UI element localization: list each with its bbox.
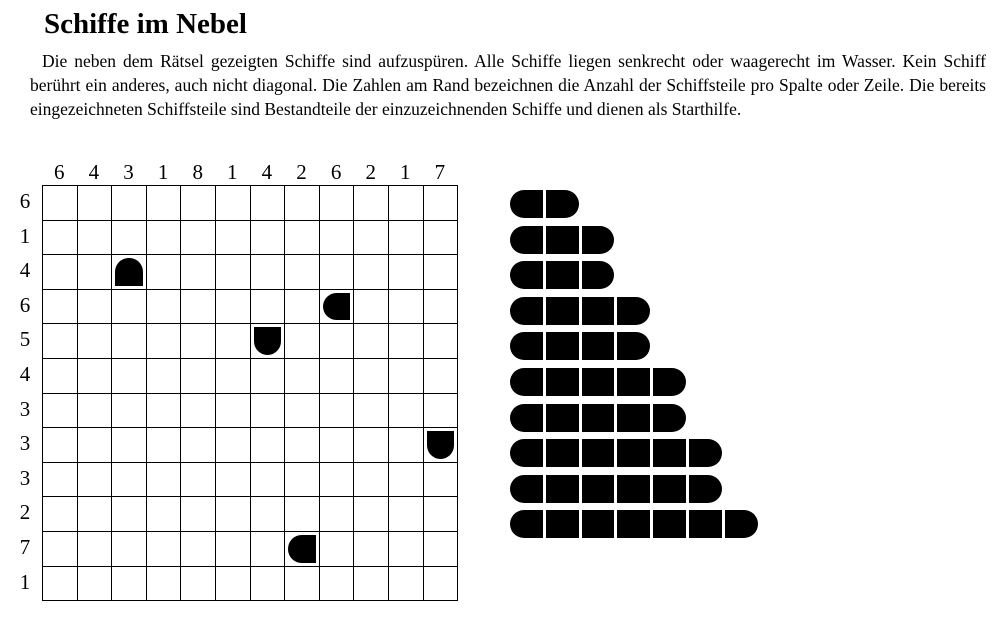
grid-cell[interactable]: [250, 427, 286, 463]
grid-cell[interactable]: [180, 462, 216, 498]
grid-cell[interactable]: [319, 393, 355, 429]
grid-cell[interactable]: [284, 427, 320, 463]
grid-cell[interactable]: [319, 185, 355, 221]
grid-cell[interactable]: [353, 323, 389, 359]
row-clue: 6: [19, 189, 31, 213]
column-clue: 1: [400, 160, 411, 184]
grid-cell[interactable]: [77, 323, 113, 359]
grid-cell[interactable]: [284, 185, 320, 221]
row-clue: 3: [19, 396, 31, 421]
grid-cell[interactable]: [353, 531, 389, 567]
grid-cell[interactable]: [215, 358, 251, 394]
grid-cell[interactable]: [42, 496, 78, 532]
fleet-ship-segment: [689, 439, 722, 467]
grid-cell[interactable]: [388, 289, 424, 325]
grid-cell[interactable]: [111, 323, 147, 359]
grid-cell[interactable]: [423, 323, 459, 359]
grid-cell[interactable]: [423, 185, 459, 221]
row-clue: 7: [19, 535, 31, 559]
grid-cell[interactable]: [77, 393, 113, 429]
grid-cell[interactable]: [353, 185, 389, 221]
fleet-ship-segment: [582, 439, 615, 467]
grid-cell[interactable]: [388, 358, 424, 394]
column-clue: 1: [227, 160, 238, 184]
grid-cell[interactable]: [353, 427, 389, 463]
fleet-ship-segment: [510, 510, 543, 538]
grid-cell[interactable]: [146, 358, 182, 394]
fleet-ship-segment: [689, 475, 722, 503]
column-clue: 6: [54, 160, 65, 184]
grid-cell[interactable]: [77, 185, 113, 221]
grid-cell[interactable]: [215, 254, 251, 290]
grid-cell[interactable]: [77, 531, 113, 567]
grid-cell[interactable]: [250, 462, 286, 498]
grid-cell[interactable]: [180, 427, 216, 463]
column-clue: 8: [192, 160, 203, 184]
grid-cell[interactable]: [77, 566, 113, 602]
fleet-ship-segment: [617, 368, 650, 396]
row-clue: 1: [19, 223, 31, 248]
row-clue: 3: [19, 431, 31, 456]
column-clue: 3: [123, 160, 134, 184]
grid-cell[interactable]: [42, 358, 78, 394]
grid-cell[interactable]: [284, 462, 320, 498]
grid-cell[interactable]: [180, 358, 216, 394]
fleet-ship-segment: [725, 510, 758, 538]
grid-cell[interactable]: [388, 531, 424, 567]
grid-cell[interactable]: [250, 185, 286, 221]
grid-cell[interactable]: [180, 220, 216, 256]
fleet-ship-segment: [546, 404, 579, 432]
fleet-ship-segment: [546, 510, 579, 538]
puzzle-instructions: Die neben dem Rätsel gezeigten Schiffe sind aufzuspüren. Alle Schiffe liegen senkrecht oder waagerecht im Wasser. Kein Schiff berührt ein anderes, auch nicht diagonal. Die Zahlen am Rand bezeichnen die Anzahl der Schiffsteile pro Spalte oder Zeile. Die bereits eingezeichneten Schiffsteile sind Bestandteile der einzuzeichnenden Schiffe und dienen als Starthilfe.: [30, 51, 986, 119]
fleet-ship-segment: [582, 261, 615, 289]
grid-cell[interactable]: [423, 531, 459, 567]
grid-cell[interactable]: [284, 220, 320, 256]
grid-cell[interactable]: [111, 566, 147, 602]
fleet-ship-segment: [617, 510, 650, 538]
grid-cell[interactable]: [77, 462, 113, 498]
grid-cell[interactable]: [215, 427, 251, 463]
grid-cell[interactable]: [77, 254, 113, 290]
grid-cell[interactable]: [284, 566, 320, 602]
grid-cell[interactable]: [319, 323, 355, 359]
grid-cell[interactable]: [250, 254, 286, 290]
grid-cell[interactable]: [180, 323, 216, 359]
grid-cell[interactable]: [146, 220, 182, 256]
grid-cell[interactable]: [215, 185, 251, 221]
grid-cell[interactable]: [353, 393, 389, 429]
column-clue: 7: [434, 160, 446, 184]
grid-cell[interactable]: [423, 220, 459, 256]
grid-cell[interactable]: [42, 531, 78, 567]
column-clue: 6: [330, 160, 342, 184]
grid-cell[interactable]: [353, 566, 389, 602]
fleet-ship-segment: [510, 332, 543, 360]
puzzle-title: Schiffe im Nebel: [44, 8, 247, 40]
grid-cell[interactable]: [319, 220, 355, 256]
given-ship-piece: [427, 431, 455, 459]
given-ship-piece: [254, 327, 282, 355]
grid-cell[interactable]: [42, 427, 78, 463]
grid-cell[interactable]: [111, 531, 147, 567]
grid-cell[interactable]: [319, 462, 355, 498]
grid-cell[interactable]: [250, 220, 286, 256]
grid-cell[interactable]: [353, 254, 389, 290]
grid-cell[interactable]: [388, 496, 424, 532]
grid-cell[interactable]: [353, 289, 389, 325]
fleet-ship-segment: [510, 368, 543, 396]
fleet-ship-segment: [510, 297, 543, 325]
grid-cell[interactable]: [180, 185, 216, 221]
grid-cell[interactable]: [42, 254, 78, 290]
grid-cell[interactable]: [388, 254, 424, 290]
grid-cell[interactable]: [353, 496, 389, 532]
grid-cell[interactable]: [284, 393, 320, 429]
grid-cell[interactable]: [111, 496, 147, 532]
fleet-ship-segment: [617, 297, 650, 325]
column-clue: 4: [261, 160, 273, 184]
grid-cell[interactable]: [319, 427, 355, 463]
grid-cell[interactable]: [423, 254, 459, 290]
grid-cell[interactable]: [423, 393, 459, 429]
fleet-ship-segment: [510, 439, 543, 467]
grid-cell[interactable]: [42, 462, 78, 498]
fleet-ship-segment: [546, 439, 579, 467]
fleet-ship-segment: [653, 439, 686, 467]
grid-cell[interactable]: [215, 531, 251, 567]
grid-cell[interactable]: [180, 566, 216, 602]
fleet-ship-segment: [510, 404, 543, 432]
fleet-ship-segment: [617, 439, 650, 467]
grid-cell[interactable]: [146, 462, 182, 498]
grid-cell[interactable]: [319, 358, 355, 394]
grid-cell[interactable]: [42, 393, 78, 429]
grid-cell[interactable]: [353, 358, 389, 394]
grid-cell[interactable]: [215, 462, 251, 498]
grid-cell[interactable]: [250, 289, 286, 325]
grid-cell[interactable]: [319, 254, 355, 290]
grid-cell[interactable]: [77, 289, 113, 325]
grid-cell[interactable]: [146, 566, 182, 602]
fleet-ship-segment: [653, 404, 686, 432]
grid-cell[interactable]: [77, 427, 113, 463]
row-clue: 5: [19, 327, 31, 352]
grid-cell[interactable]: [180, 531, 216, 567]
grid-cell[interactable]: [423, 358, 459, 394]
grid-cell[interactable]: [215, 496, 251, 532]
grid-cell[interactable]: [111, 393, 147, 429]
fleet-ship-segment: [689, 510, 722, 538]
grid-cell[interactable]: [388, 185, 424, 221]
grid-cell[interactable]: [319, 496, 355, 532]
grid-cell[interactable]: [146, 185, 182, 221]
grid-cell[interactable]: [388, 427, 424, 463]
grid-cell[interactable]: [180, 254, 216, 290]
grid-cell[interactable]: [146, 323, 182, 359]
row-clue: 3: [19, 465, 31, 490]
fleet-ship-segment: [582, 297, 615, 325]
grid-cell[interactable]: [180, 289, 216, 325]
grid-cell[interactable]: [111, 289, 147, 325]
fleet-ship-segment: [546, 332, 579, 360]
fleet-ship-segment: [510, 261, 543, 289]
fleet-ship-segment: [617, 332, 650, 360]
grid-cell[interactable]: [284, 323, 320, 359]
grid-cell[interactable]: [111, 220, 147, 256]
fleet-ship-segment: [546, 190, 579, 218]
fleet-ship-segment: [510, 226, 543, 254]
grid-cell[interactable]: [250, 358, 286, 394]
fleet-ship-segment: [510, 475, 543, 503]
given-ship-piece: [288, 535, 316, 563]
grid-cell[interactable]: [146, 427, 182, 463]
column-clue: 4: [88, 160, 100, 184]
grid-cell[interactable]: [77, 496, 113, 532]
grid-cell[interactable]: [111, 358, 147, 394]
row-clue: 6: [19, 292, 31, 317]
column-clue: 1: [157, 160, 169, 184]
grid-cell[interactable]: [215, 220, 251, 256]
grid-cell[interactable]: [284, 358, 320, 394]
fleet-ship-segment: [582, 332, 615, 360]
row-clue: 1: [19, 569, 31, 594]
fleet-ship-segment: [582, 475, 615, 503]
grid-cell[interactable]: [111, 462, 147, 498]
grid-cell[interactable]: [284, 254, 320, 290]
row-clue: 4: [19, 258, 31, 283]
grid-cell[interactable]: [250, 531, 286, 567]
given-ship-piece: [323, 293, 351, 321]
grid-cell[interactable]: [388, 462, 424, 498]
grid-cell[interactable]: [423, 566, 459, 602]
grid-cell[interactable]: [388, 393, 424, 429]
grid-cell[interactable]: [353, 220, 389, 256]
grid-cell[interactable]: [388, 220, 424, 256]
given-ship-piece: [115, 258, 143, 286]
grid-cell[interactable]: [215, 323, 251, 359]
fleet-ship-segment: [582, 404, 615, 432]
grid-cell[interactable]: [146, 254, 182, 290]
column-clue: 2: [296, 160, 307, 184]
fleet-ship-segment: [546, 297, 579, 325]
grid-cell[interactable]: [42, 566, 78, 602]
fleet-ship-segment: [617, 475, 650, 503]
grid-cell[interactable]: [388, 566, 424, 602]
fleet-ship-segment: [653, 368, 686, 396]
grid-cell[interactable]: [180, 496, 216, 532]
grid-cell[interactable]: [250, 566, 286, 602]
grid-cell[interactable]: [146, 531, 182, 567]
grid-cell[interactable]: [319, 566, 355, 602]
grid-cell[interactable]: [215, 566, 251, 602]
fleet-ship-segment: [582, 226, 615, 254]
grid-cell[interactable]: [423, 289, 459, 325]
fleet-ship-segment: [653, 510, 686, 538]
grid-cell[interactable]: [111, 185, 147, 221]
grid-cell[interactable]: [42, 185, 78, 221]
grid-cell[interactable]: [180, 393, 216, 429]
column-clue: 2: [365, 160, 376, 184]
fleet-ship-segment: [546, 226, 579, 254]
grid-cell[interactable]: [77, 220, 113, 256]
row-clue: 4: [19, 362, 31, 386]
fleet-ship-segment: [546, 368, 579, 396]
grid-cell[interactable]: [146, 496, 182, 532]
fleet-ship-segment: [582, 510, 615, 538]
row-clue: 2: [19, 500, 31, 525]
grid-cell[interactable]: [250, 393, 286, 429]
grid-cell[interactable]: [42, 220, 78, 256]
grid-cell[interactable]: [42, 289, 78, 325]
grid-cell[interactable]: [284, 496, 320, 532]
fleet-ship-segment: [617, 404, 650, 432]
fleet-ship-segment: [546, 261, 579, 289]
fleet-ship-segment: [510, 190, 543, 218]
grid-cell[interactable]: [146, 289, 182, 325]
grid-cell[interactable]: [423, 496, 459, 532]
grid-cell[interactable]: [319, 531, 355, 567]
grid-cell[interactable]: [215, 393, 251, 429]
grid-cell[interactable]: [111, 427, 147, 463]
grid-cell[interactable]: [388, 323, 424, 359]
fleet-ship-segment: [653, 475, 686, 503]
grid-cell[interactable]: [250, 496, 286, 532]
fleet-ship-segment: [582, 368, 615, 396]
grid-cell[interactable]: [284, 289, 320, 325]
grid-cell[interactable]: [353, 462, 389, 498]
grid-cell[interactable]: [77, 358, 113, 394]
fleet-ship-segment: [546, 475, 579, 503]
grid-cell[interactable]: [146, 393, 182, 429]
grid-cell[interactable]: [423, 462, 459, 498]
grid-cell[interactable]: [215, 289, 251, 325]
grid-cell[interactable]: [42, 323, 78, 359]
